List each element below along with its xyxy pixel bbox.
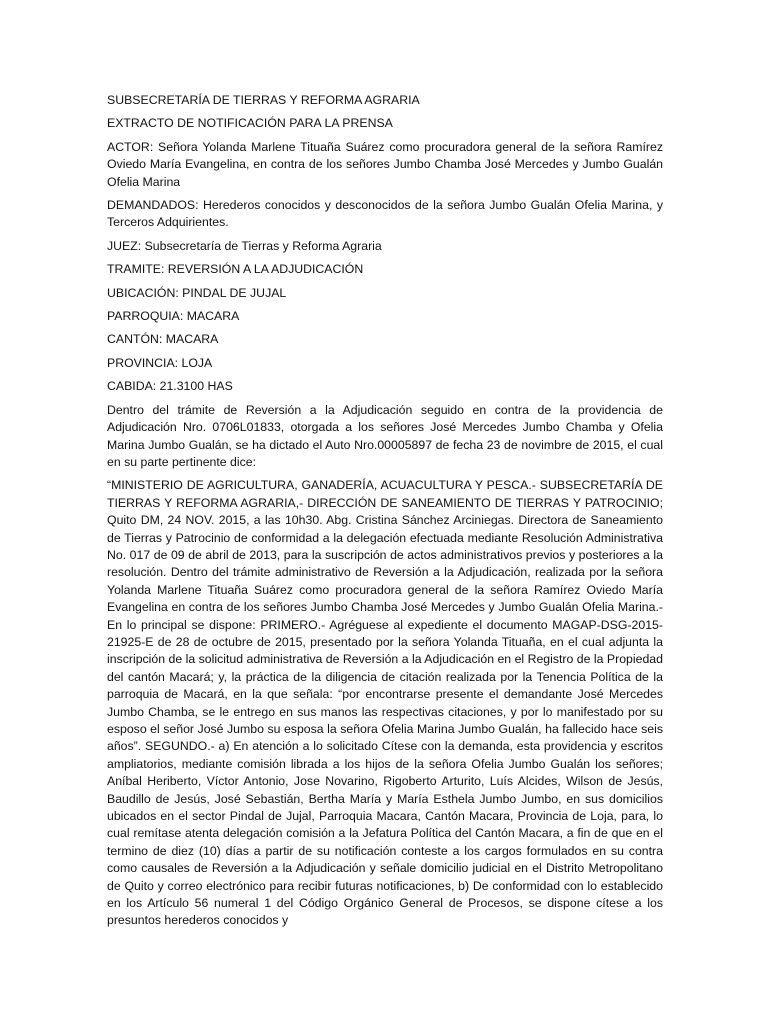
cabida-field: CABIDA: 21.3100 HAS [107, 379, 233, 394]
demandados-field: DEMANDADOS: Herederos conocidos y desconocidos de la señora Jumbo Gualán Ofelia Marina, y Terceros Adquirientes. [107, 198, 663, 230]
tramite-field: TRAMITE: REVERSIÓN A LA ADJUDICACIÓN [107, 262, 364, 277]
document-heading: SUBSECRETARÍA DE TIERRAS Y REFORMA AGRARIA [107, 93, 420, 107]
actor-field: ACTOR: Señora Yolanda Marlene Tituaña Suárez como procuradora general de la señora Ramírez Oviedo María Evangelina, en contra de los señores Jumbo Chamba José Mercedes y Jumbo Gualán Ofelia Marina [107, 139, 663, 189]
canton-field: CANTÓN: MACARA [107, 332, 219, 347]
ubicacion-field: UBICACIÓN: PINDAL DE JUJAL [107, 285, 287, 300]
juez-field: JUEZ: Subsecretaría de Tierras y Reforma Agraria [107, 238, 382, 253]
parroquia-field: PARROQUIA: MACARA [107, 309, 240, 324]
quote-paragraph: “MINISTERIO DE AGRICULTURA, GANADERÍA, ACUACULTURA Y PESCA.- SUBSECRETARÍA DE TIERRAS Y REFORMA AGRARIA,- DIRECCIÓN DE SANEAMIENTO DE TIERRAS Y PATROCINIO; Quito DM, 24 NOV. 2015, a las 10h30. Abg. Cristina Sánchez Arciniegas. Directora de Saneamiento de Tierras y Patrocinio de conformidad a la delegación efectuada mediante Resolución Administrativa No. 017 de 09 de abril de 2013, para la suscripción de actos administrativos previos y posteriores a la resolución. Dentro del trámite administrativo de Reversión a la Adjudicación, realizada por la señora Yolanda Marlene Tituaña Suárez como procuradora general de la señora Ramírez Oviedo María Evangelina en contra de los señores Jumbo Chamba José Mercedes y Jumbo Gualán Ofelia Marina.- En lo principal se dispone: PRIMERO.- Agréguese al expediente el documento MAGAP-DSG-2015-21925-E de 28 de octubre de 2015, presentado por la señora Yolanda Tituaña, en el cual adjunta la inscripción de la solicitud administrativa de Reversión a la Adjudicación en el Registro de la Propiedad del cantón Macará; y, la práctica de la diligencia de citación realizada por la Tenencia Política de la parroquia de Macará, en la que señala: “por encontrarse presente el demandante José Mercedes Jumbo Chamba, se le entrego en sus manos las respectivas citaciones, y por lo manifestado por su esposo el señor José Jumbo su esposa la señora Ofelia Marina Jumbo Gualán, ha fallecido hace seis años”. SEGUNDO.- a) En atención a lo solicitado Cítese con la demanda, esta providencia y escritos ampliatorios, mediante comisión librada a los hijos de la señora Ofelia Jumbo Gualán los señores; Aníbal Heriberto, Víctor Antonio, Jose Novarino, Rigoberto Arturito, Luís Alcides, Wilson de Jesús, Baudillo de Jesús, José Sebastián, Bertha María y María Esthela Jumbo Jumbo, en sus domicilios ubicados en el sector Pindal de Jujal, Parroquia Macara, Cantón Macara, Provincia de Loja, para, lo cual remítase atenta delegación comisión a la Jefatura Política del Cantón Macara, a fin de que en el termino de diez (10) días a partir de su notificación conteste a los cargos formulados en su contra como causales de Reversión a la Adjudicación y señale domicilio judicial en el Distrito Metropolitano de Quito y correo electrónico para recibir futuras notificaciones, b) De conformidad con lo establecido en los Artículo 56 numeral 1 del Código Orgánico General de Procesos, se dispone cítese a los presuntos herederos conocidos y [107, 478, 663, 928]
provincia-field: PROVINCIA: LOJA [107, 355, 213, 370]
document-page [107, 92, 663, 930]
document-subheading: EXTRACTO DE NOTIFICACIÓN PARA LA PRENSA [107, 116, 393, 131]
intro-paragraph: Dentro del trámite de Reversión a la Adjudicación seguido en contra de la providencia de Adjudicación Nro. 0706L01833, otorgada a los señores José Mercedes Jumbo Chamba y Ofelia Marina Jumbo Gualán, se ha dictado el Auto Nro.00005897 de fecha 23 de novimbre de 2015, el cual en su parte pertinente dice: [107, 402, 663, 469]
